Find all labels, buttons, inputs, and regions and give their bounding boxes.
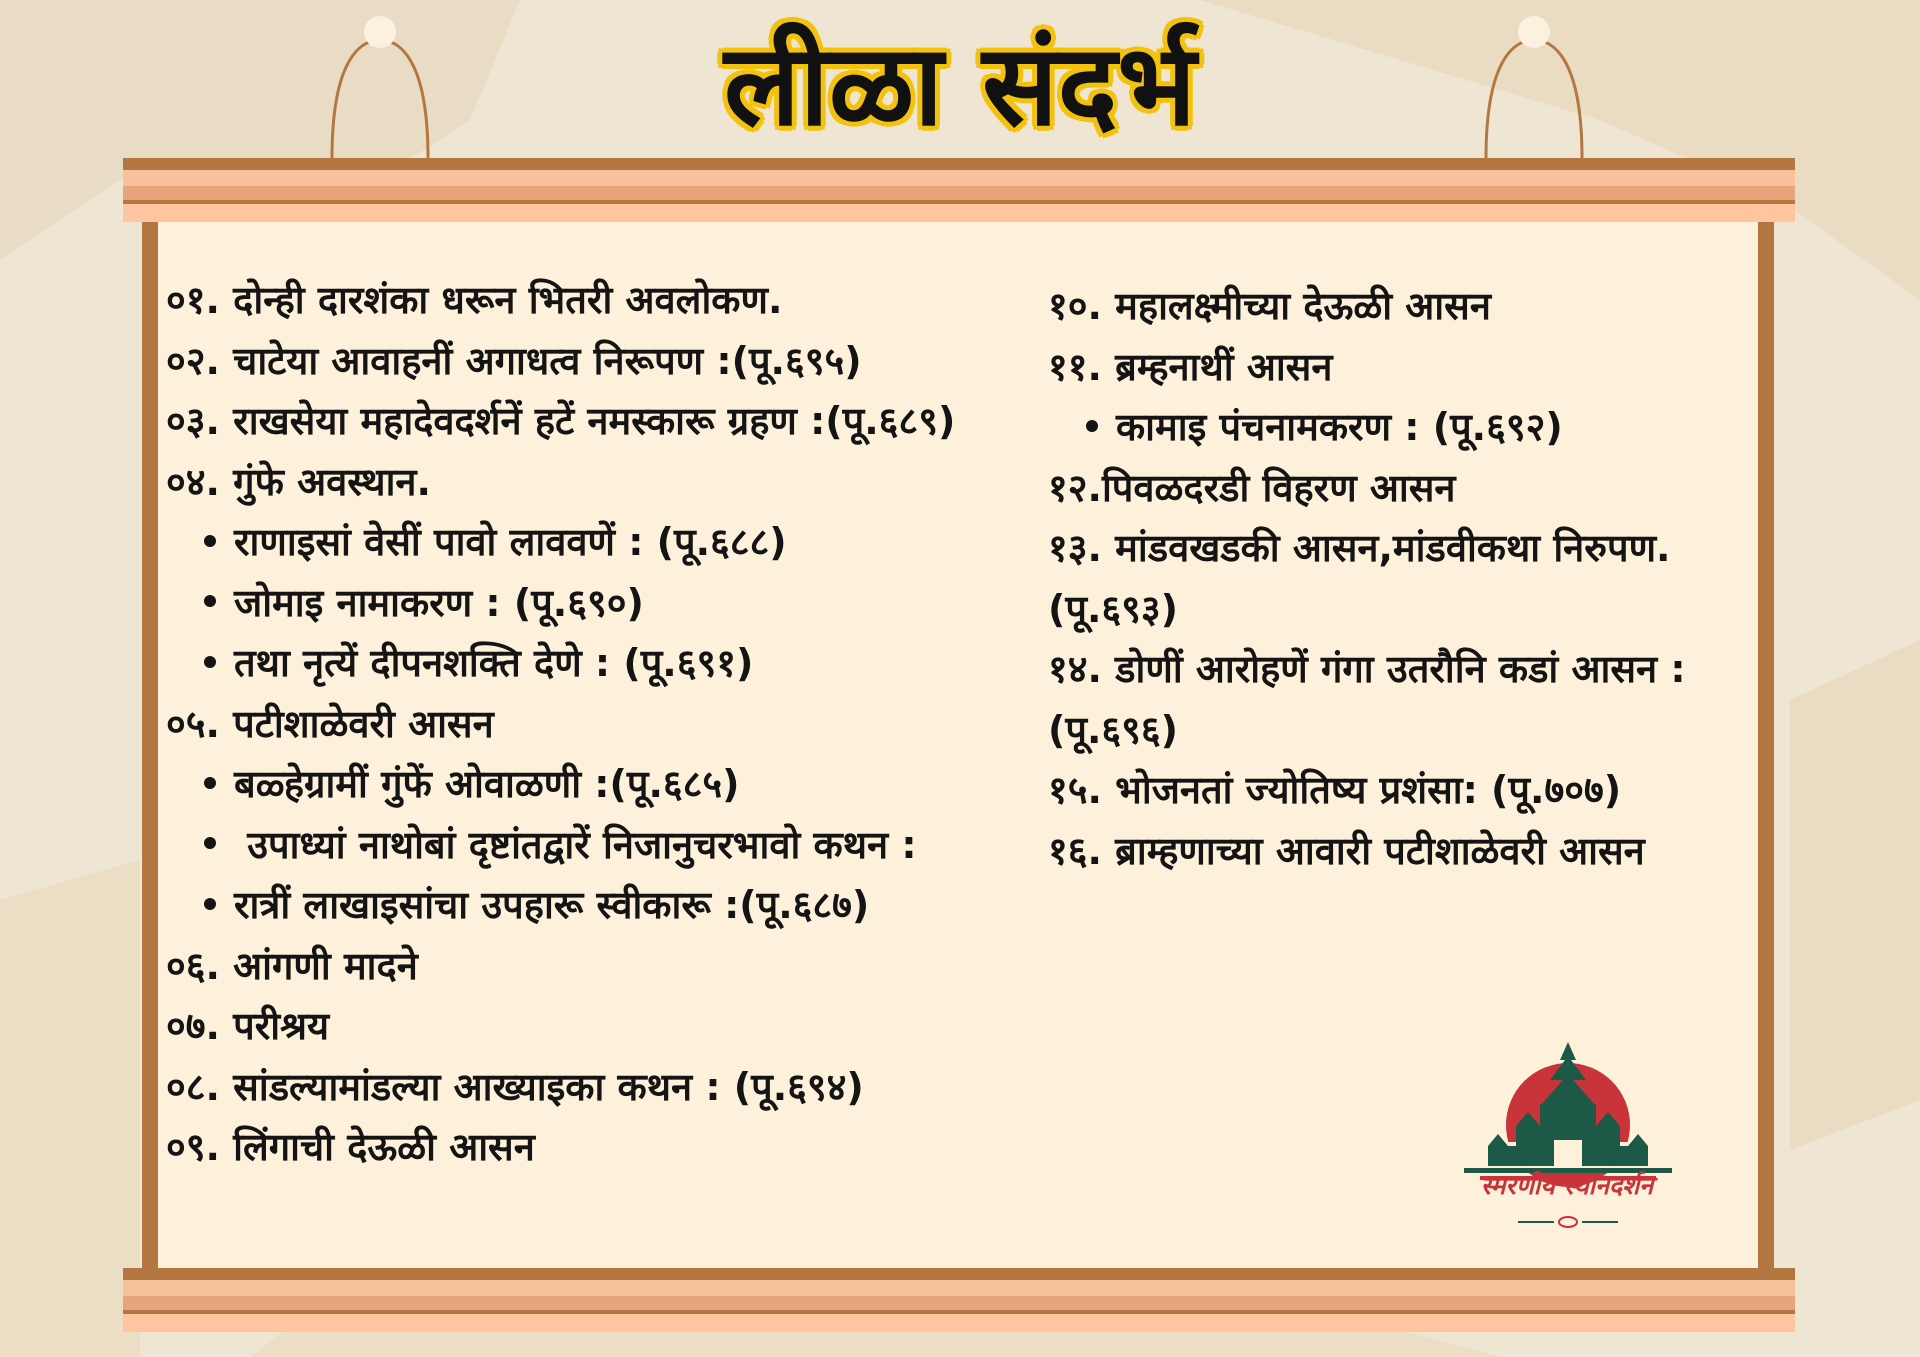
reference-text: ११. ब्रम्हनाथीं आसन <box>1048 344 1333 389</box>
reference-text: ०१. दोन्ही दारशंका धरून भितरी अवलोकण. <box>166 278 783 322</box>
left-reference-item <box>166 270 1036 331</box>
reference-text: १५. भोजनतां ज्योतिष्य प्रशंसा: (पू.७०७) <box>1048 768 1622 812</box>
reference-text: ०८. सांडल्यामांडल्या आख्याइका कथन : (पू.६९४) <box>166 1064 864 1109</box>
bullet-icon <box>204 777 216 789</box>
reference-text: ०९. लिंगाची देऊळी आसन <box>166 1125 535 1169</box>
reference-text: ०३. राखसेया महादेवदर्शनें हटें नमस्कारू ग्रहण :(पू.६८९) <box>166 399 956 443</box>
logo-text: स्मरणीय स्थानदर्शन <box>1480 1171 1654 1200</box>
reference-text: कामाइ पंचनामकरण : (पू.६९२) <box>1116 405 1563 449</box>
left-reference-item <box>166 694 1036 755</box>
scroll-bottom-rod <box>123 1268 1795 1332</box>
left-reference-list <box>166 270 1036 1178</box>
left-reference-item <box>166 936 1036 997</box>
reference-text: १६. ब्राम्हणाच्या आवारी पटीशाळेवरी आसन <box>1048 828 1645 873</box>
left-reference-item <box>166 1117 1036 1178</box>
bullet-icon <box>204 595 216 607</box>
left-reference-item <box>166 452 1036 513</box>
reference-text: ०२. चाटेया आवाहनीं अगाधत्व निरूपण :(पू.६९५) <box>166 338 862 383</box>
right-reference-item <box>1048 276 1764 337</box>
reference-text: (पू.६९६) <box>1048 707 1179 752</box>
reference-text: बळ्हेग्रामीं गुंफें ओवाळणी :(पू.६८५) <box>234 762 740 806</box>
reference-text: रात्रीं लाखाइसांचा उपहारू स्वीकारू :(पू.६८७) <box>234 883 870 927</box>
reference-text: १३. मांडवखडकी आसन,मांडवीकथा निरुपण. <box>1048 526 1671 570</box>
right-reference-item <box>1048 700 1764 761</box>
right-reference-item <box>1048 639 1764 700</box>
left-reference-sub-item <box>166 512 1036 573</box>
right-reference-item <box>1048 337 1764 398</box>
reference-text: जोमाइ नामाकरण : (पू.६९०) <box>234 580 644 625</box>
reference-text: तथा नृत्यें दीपनशक्ति देणे : (पू.६९१) <box>234 641 754 685</box>
left-reference-item <box>166 391 1036 452</box>
left-reference-item <box>166 996 1036 1057</box>
bullet-icon <box>204 898 216 910</box>
right-reference-sub-item <box>1048 397 1764 458</box>
reference-text: (पू.६९३) <box>1048 586 1179 631</box>
right-reference-item <box>1048 760 1764 821</box>
bullet-icon <box>204 837 216 849</box>
scroll-top-rod <box>123 158 1795 222</box>
reference-text: ०४. गुंफे अवस्थान. <box>166 459 431 504</box>
reference-text: उपाध्यां नाथोबां दृष्टांतद्वारें निजानुचरभावो कथन : <box>234 822 917 867</box>
right-reference-list <box>1048 276 1764 881</box>
left-reference-sub-item <box>166 633 1036 694</box>
reference-text: १०. महालक्ष्मीच्या देऊळी आसन <box>1048 284 1491 328</box>
right-reference-item <box>1048 458 1764 519</box>
left-reference-item <box>166 331 1036 392</box>
reference-text: १४. डोणीं आरोहणें गंगा उतरौनि कडां आसन : <box>1048 647 1686 691</box>
page-title: लीळा संदर्भ <box>724 20 1196 151</box>
reference-text: ०६. आंगणी मादने <box>166 943 418 988</box>
reference-text: १२.पिवळदरडी विहरण आसन <box>1048 465 1456 510</box>
left-reference-sub-item <box>166 815 1036 876</box>
left-reference-sub-item <box>166 573 1036 634</box>
left-reference-sub-item <box>166 875 1036 936</box>
bullet-icon <box>204 656 216 668</box>
left-reference-item <box>166 1057 1036 1118</box>
bullet-icon <box>204 535 216 547</box>
left-reference-sub-item <box>166 754 1036 815</box>
reference-text: ०७. परीश्रय <box>166 1004 330 1048</box>
reference-text: राणाइसां वेसीं पावो लाववणें : (पू.६८८) <box>234 520 787 564</box>
bullet-icon <box>1086 420 1098 432</box>
right-reference-item <box>1048 518 1764 579</box>
right-reference-item <box>1048 821 1764 882</box>
right-reference-item <box>1048 579 1764 640</box>
reference-text: ०५. पटीशाळेवरी आसन <box>166 701 494 746</box>
